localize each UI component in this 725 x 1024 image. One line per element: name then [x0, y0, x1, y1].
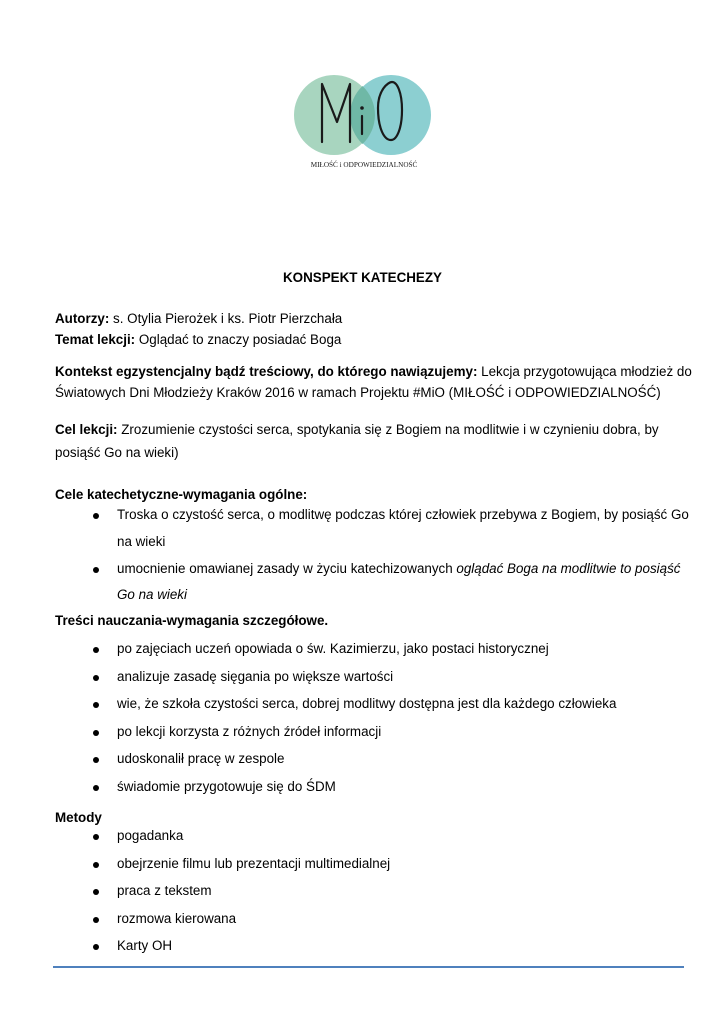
- bullet-icon: [93, 944, 99, 950]
- method-item-text: Karty OH: [117, 938, 173, 953]
- footer-divider: [53, 966, 684, 968]
- general-goal-item-1-line-1: Troska o czystość serca, o modlitwę podczas której człowiek przebywa z Bogiem, by posiąść Go: [117, 507, 689, 522]
- page-title: KONSPEKT KATECHEZY: [283, 270, 442, 285]
- method-item-text: praca z tekstem: [117, 883, 212, 898]
- detailed-item-text: analizuje zasadę sięgania po większe wartości: [117, 669, 394, 684]
- topic-value: Oglądać to znaczy posiadać Boga: [135, 332, 342, 347]
- mio-logo-graphic: [292, 72, 436, 176]
- bullet-icon: [93, 757, 99, 763]
- detailed-item-text: wie, że szkoła czystości serca, dobrej modlitwy dostępna jest dla każdego człowieka: [117, 696, 617, 711]
- context-line-1: [55, 364, 692, 379]
- general-goal-item-2-line-2: Go na wieki: [117, 587, 187, 602]
- method-item-text: rozmowa kierowana: [117, 911, 237, 926]
- method-item-text: obejrzenie filmu lub prezentacji multimedialnej: [117, 856, 391, 871]
- goal-line-2: posiąść Go na wieki): [55, 445, 179, 460]
- mio-logo: [292, 72, 436, 176]
- goal-value-1: Zrozumienie czystości serca, spotykania się z Bogiem na modlitwie i w czynieniu dobra, by: [117, 422, 659, 437]
- general-goal-item-2-plain: umocnienie omawianej zasady w życiu katechizowanych: [117, 561, 457, 576]
- bullet-icon: [93, 513, 99, 519]
- bullet-icon: [93, 917, 99, 923]
- topic-label: Temat lekcji:: [55, 332, 136, 347]
- detailed-item-text: po zajęciach uczeń opowiada o św. Kazimierzu, jako postaci historycznej: [117, 641, 549, 656]
- authors-line: [55, 311, 685, 326]
- general-goals-heading: Cele katechetyczne-wymagania ogólne:: [55, 487, 308, 502]
- topic-line: [55, 332, 685, 347]
- methods-heading: Metody: [55, 810, 102, 825]
- detailed-heading: Treści nauczania-wymagania szczegółowe.: [55, 613, 329, 628]
- goal-label: Cel lekcji:: [55, 422, 118, 437]
- bullet-icon: [93, 862, 99, 868]
- goal-line-1: [55, 422, 685, 437]
- context-label: Kontekst egzystencjalny bądź treściowy, do którego nawiązujemy:: [55, 364, 478, 379]
- method-item-text: pogadanka: [117, 828, 184, 843]
- bullet-icon: [93, 567, 99, 573]
- context-line-2: Światowych Dni Młodzieży Kraków 2016 w ramach Projektu #MiO (MIŁOŚĆ i ODPOWIEDZIALNOŚĆ): [55, 385, 661, 400]
- detailed-item-text: po lekcji korzysta z różnych źródeł informacji: [117, 724, 382, 739]
- authors-label: Autorzy:: [55, 311, 110, 326]
- bullet-icon: [93, 675, 99, 681]
- detailed-item-text: udoskonalił pracę w zespole: [117, 751, 285, 766]
- general-goal-item-2-italic: oglądać Boga na modlitwie to posiąść: [456, 561, 681, 576]
- general-goal-item-1-line-2: na wieki: [117, 534, 166, 549]
- general-goal-item-2-line-1: [117, 561, 680, 576]
- authors-value: s. Otylia Pierożek i ks. Piotr Pierzchała: [109, 311, 343, 326]
- bullet-icon: [93, 647, 99, 653]
- context-value-1: Lekcja przygotowująca młodzież do: [477, 364, 692, 379]
- bullet-icon: [93, 730, 99, 736]
- bullet-icon: [93, 702, 99, 708]
- bullet-icon: [93, 889, 99, 895]
- bullet-icon: [93, 834, 99, 840]
- detailed-item-text: świadomie przygotowuje się do ŚDM: [117, 779, 336, 794]
- bullet-icon: [93, 785, 99, 791]
- logo-caption: MIŁOŚĆ i ODPOWIEDZIALNOŚĆ: [310, 161, 418, 169]
